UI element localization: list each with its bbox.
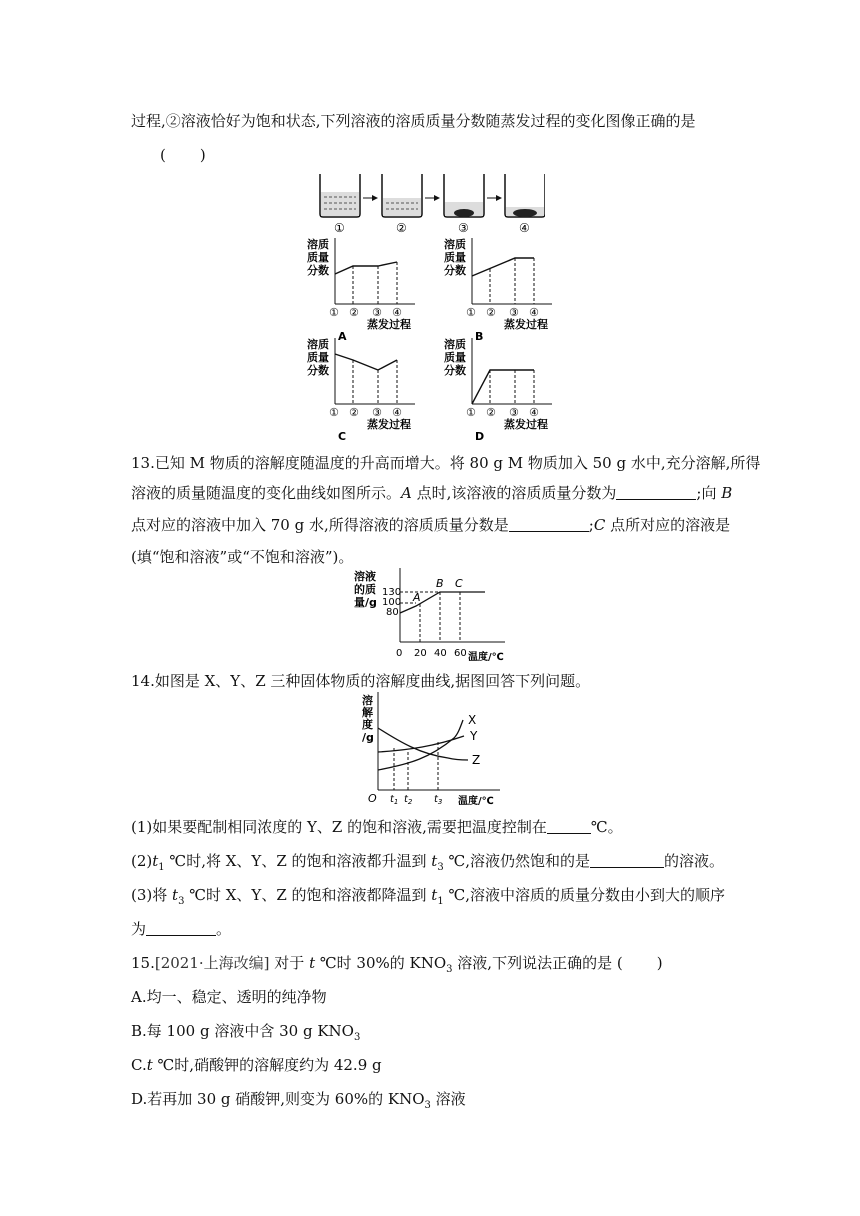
option-graph-d <box>442 336 562 442</box>
q14-part-3-cont: 为 。 <box>131 920 232 938</box>
option-label-c: C <box>338 430 347 442</box>
graph-ylabel: 解 <box>362 706 373 719</box>
beaker-3 <box>444 174 484 217</box>
xtick-60: 60 <box>454 648 467 659</box>
tick-4: ④ <box>529 306 539 319</box>
graph-xlabel: 蒸发过程 <box>367 318 411 331</box>
series-label-x: X <box>468 713 477 727</box>
ytick-130: 130 <box>382 587 402 598</box>
q14-part-1: (1)如果要配制相同浓度的 Y、Z 的饱和溶液,需要把温度控制在 ℃。 <box>131 818 623 836</box>
tick-3: ③ <box>372 306 382 319</box>
option-label-d: D <box>475 430 485 442</box>
tick-3: ③ <box>509 406 519 419</box>
graph-ylabel: 溶质 <box>444 238 466 251</box>
series-label-z: Z <box>472 753 481 767</box>
q14-stem: 14.如图是 X、Y、Z 三种固体物质的溶解度曲线,据图回答下列问题。 <box>131 672 591 690</box>
beaker-4 <box>505 174 545 217</box>
xtick-0: 0 <box>396 648 403 659</box>
answer-blank[interactable] <box>590 866 664 868</box>
option-label-b: B <box>475 330 484 342</box>
q15-option-c[interactable]: C.t ℃时,硝酸钾的溶解度约为 42.9 g <box>131 1056 382 1074</box>
option-graph-b <box>442 236 562 342</box>
graph-xlabel: 温度/℃ <box>458 796 494 807</box>
graph-ylabel: 量/g <box>354 596 377 609</box>
option-graph-a <box>305 236 425 342</box>
question-source: [2021·上海改编] <box>154 954 270 972</box>
xtick-40: 40 <box>434 648 447 659</box>
graph-ylabel: 溶质 <box>444 338 466 351</box>
q13-line-3: 点对应的溶液中加入 70 g 水,所得溶液的溶质质量分数是 ;C 点所对应的溶液是 <box>131 516 731 534</box>
graph-xlabel: 蒸发过程 <box>504 418 548 431</box>
beaker-label-2: ② <box>396 221 407 235</box>
graph-ylabel: 度 <box>362 718 373 731</box>
graph-ylabel: 分数 <box>307 364 329 377</box>
point-a-label: A <box>413 591 421 604</box>
q14-part-3: (3)将 $t_3$ ℃时 X、Y、Z 的饱和溶液都降温到 $t_1$ ℃,溶液中溶质的质量分数由小到大的顺序 <box>131 886 726 907</box>
graph-ylabel: 质量 <box>307 351 329 364</box>
series-label-y: Y <box>470 729 478 743</box>
q12-stem-line: 过程,②溶液恰好为饱和状态,下列溶液的溶质质量分数随蒸发过程的变化图像正确的是 <box>131 112 696 130</box>
graph-ylabel: /g <box>362 731 374 744</box>
option-graph-c <box>305 336 425 442</box>
graph-ylabel: 溶液 <box>354 570 376 583</box>
t1-label: $t_1$ <box>390 794 399 806</box>
answer-blank[interactable] <box>547 832 591 834</box>
graph-ylabel: 质量 <box>444 351 466 364</box>
graph-ylabel: 质量 <box>307 251 329 264</box>
tick-4: ④ <box>392 306 402 319</box>
tick-3: ③ <box>372 406 382 419</box>
t3-label: $t_3$ <box>434 794 443 806</box>
q15-option-a[interactable]: A.均一、稳定、透明的纯净物 <box>131 988 327 1006</box>
graph-xlabel: 蒸发过程 <box>504 318 548 331</box>
point-b-label: B <box>436 577 444 590</box>
point-c-label: C <box>455 577 463 590</box>
q13-line-2: 溶液的质量随温度的变化曲线如图所示。A 点时,该溶液的溶质质量分数为 ;向 B <box>131 484 733 502</box>
q15-option-b[interactable]: B.每 100 g 溶液中含 30 g $KNO_3$ <box>131 1022 361 1043</box>
tick-2: ② <box>349 406 359 419</box>
tick-1: ① <box>329 306 339 319</box>
q14-part-2: $(2)t_1$ ℃时,将 X、Y、Z 的饱和溶液都升温到 $t_3$ ℃,溶液仍然饱和的是 的溶液。 <box>131 852 725 873</box>
q13-line-1: 13.已知 M 物质的溶解度随温度的升高而增大。将 80 g M 物质加入 50 g 水中,充分溶解,所得 <box>131 454 761 472</box>
tick-2: ② <box>349 306 359 319</box>
graph-ylabel: 分数 <box>307 264 329 277</box>
graph-ylabel: 分数 <box>444 264 466 277</box>
t2-label: $t_2$ <box>404 794 413 806</box>
graph-xlabel: 蒸发过程 <box>367 418 411 431</box>
answer-blank[interactable] <box>616 498 696 500</box>
answer-blank[interactable] <box>146 934 216 936</box>
q13-line-4: (填“饱和溶液”或“不饱和溶液”)。 <box>131 548 354 566</box>
q13-solution-mass-graph <box>350 568 510 664</box>
graph-ylabel: 溶 <box>362 694 373 707</box>
tick-2: ② <box>486 406 496 419</box>
graph-ylabel: 溶质 <box>307 338 329 351</box>
tick-1: ① <box>466 406 476 419</box>
graph-ylabel: 溶质 <box>307 238 329 251</box>
q15-stem: 15.[2021·上海改编] 对于 t ℃时 30%的 $KNO_3$ 溶液,下列说法正确的是 ( ) <box>131 954 663 975</box>
beaker-2 <box>382 174 422 217</box>
q14-solubility-curve-graph <box>350 690 510 808</box>
answer-blank[interactable] <box>509 530 589 532</box>
beaker-1 <box>320 174 360 217</box>
beaker-label-4: ④ <box>519 221 530 235</box>
xtick-20: 20 <box>414 648 427 659</box>
ytick-100: 100 <box>382 597 402 608</box>
tick-2: ② <box>486 306 496 319</box>
q15-option-d[interactable]: D.若再加 30 g 硝酸钾,则变为 60%的 $KNO_3$ 溶液 <box>131 1090 466 1111</box>
origin-label: O <box>368 792 377 805</box>
tick-3: ③ <box>509 306 519 319</box>
ytick-80: 80 <box>386 607 399 618</box>
option-label-a: A <box>338 330 347 342</box>
q12-answer-paren: ( ) <box>160 146 206 164</box>
beaker-label-3: ③ <box>458 221 469 235</box>
graph-ylabel: 分数 <box>444 364 466 377</box>
beaker-sequence-figure <box>315 170 545 236</box>
tick-1: ① <box>329 406 339 419</box>
graph-xlabel: 温度/℃ <box>468 652 504 663</box>
graph-ylabel: 质量 <box>444 251 466 264</box>
tick-1: ① <box>466 306 476 319</box>
graph-ylabel: 的质 <box>354 583 376 596</box>
tick-4: ④ <box>529 406 539 419</box>
tick-4: ④ <box>392 406 402 419</box>
beaker-label-1: ① <box>334 221 345 235</box>
